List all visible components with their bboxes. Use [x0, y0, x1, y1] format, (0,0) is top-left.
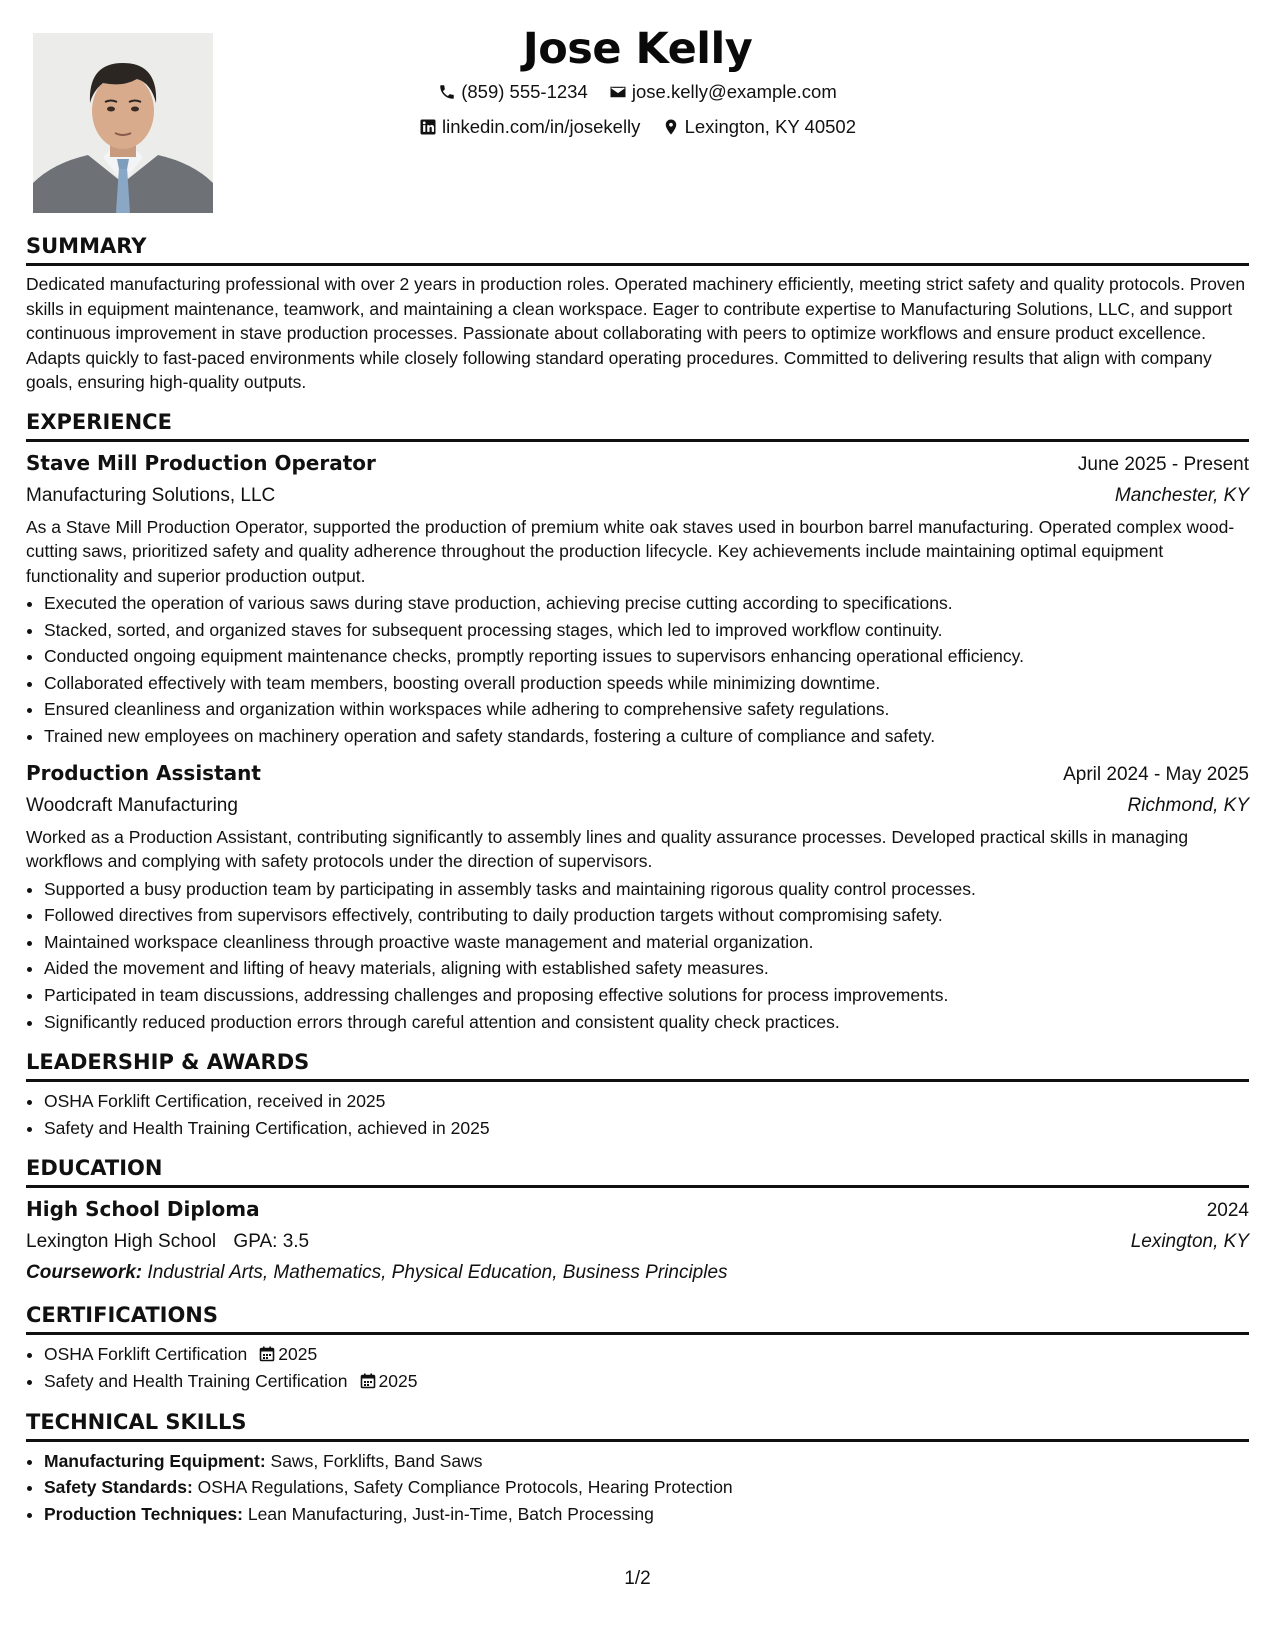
- list-item: • Executed the operation of various saws during stave production, achieving precise cutting according to specifications.: [44, 590, 1249, 617]
- header-info: [26, 22, 1249, 146]
- education-section: [26, 1154, 1249, 1288]
- phone-icon: [438, 83, 456, 101]
- certification-item: [44, 1341, 1249, 1368]
- experience-section: [26, 408, 1249, 1036]
- job-entry: [26, 758, 1249, 1036]
- certification-year: 2025: [278, 1344, 318, 1365]
- summary-text: Dedicated manufacturing professional with over 2 years in production roles. Operated machinery efficiently, meeting strict safety and quality protocols. Proven skills in equipment maintenance, teamwork, and maintaining a clean workspace. Eager to contribute expertise to Manufacturing Solutions, LLC, and support continuous improvement in stave production processes. Passionate about collaborating with peers to optimize workflows and ensure product excellence. Adapts quickly to fast-paced environments while closely following standard operating procedures. Committed to delivering results that align with company goals, ensuring high-quality outputs.: [26, 274, 1246, 392]
- calendar-icon: [259, 1346, 275, 1362]
- leadership-heading: LEADERSHIP & AWARDS: [26, 1048, 1249, 1082]
- certification-name: OSHA Forklift Certification: [44, 1344, 248, 1365]
- job-bullets: [26, 876, 1249, 1036]
- certification-item: [44, 1368, 1249, 1395]
- linkedin-text: linkedin.com/in/josekelly: [441, 116, 641, 137]
- location-contact: [662, 111, 856, 143]
- linkedin-contact[interactable]: [419, 111, 640, 143]
- list-item: • Participated in team discussions, addressing challenges and proposing effective solutions for process improvements.: [44, 982, 1249, 1009]
- job-location: Richmond, KY: [1127, 794, 1249, 816]
- list-item: • Ensured cleanliness and organization within workspaces while adhering to comprehensive safety regulations.: [44, 696, 1249, 723]
- skills-list: [26, 1448, 1249, 1528]
- list-item: • OSHA Forklift Certification, received in 2025: [44, 1088, 1249, 1115]
- summary-section: [26, 232, 1249, 395]
- page-number: 1/2: [624, 1568, 651, 1589]
- list-item: • Conducted ongoing equipment maintenance checks, promptly reporting issues to supervisors enhancing operational efficiency.: [44, 643, 1249, 670]
- certifications-section: [26, 1301, 1249, 1394]
- list-item: • Supported a busy production team by participating in assembly tasks and maintaining rigorous quality control processes.: [44, 876, 1249, 903]
- skill-label: Safety Standards:: [44, 1477, 193, 1498]
- list-item: • Trained new employees on machinery operation and safety standards, fostering a culture of compliance and safety.: [44, 723, 1249, 750]
- phone-contact[interactable]: [438, 76, 588, 108]
- certification-name: Safety and Health Training Certification: [44, 1370, 348, 1391]
- skill-item: [44, 1474, 1249, 1501]
- map-pin-icon: [662, 118, 680, 136]
- contact-row-2: [26, 111, 1249, 146]
- list-item: • Safety and Health Training Certification, achieved in 2025: [44, 1115, 1249, 1142]
- skills-section: [26, 1408, 1249, 1528]
- certification-year: 2025: [378, 1370, 418, 1391]
- coursework: [26, 1257, 1249, 1288]
- phone-text: (859) 555-1234: [461, 81, 588, 102]
- school-name: Lexington High School: [26, 1231, 217, 1253]
- gpa: GPA: 3.5: [233, 1231, 310, 1253]
- job-company: Woodcraft Manufacturing: [26, 794, 238, 816]
- job-description: As a Stave Mill Production Operator, supported the production of premium white oak staves used in bourbon barrel manufacturing. Operated complex wood-cutting saws, prioritized safety and quality adherence throughout the production lifecycle. Key achievements include maintaining optimal equipment functionality and superior production output.: [26, 516, 1235, 586]
- certifications-list: [26, 1341, 1249, 1394]
- email-text: jose.kelly@example.com: [631, 81, 837, 102]
- job-date: June 2025 - Present: [1077, 453, 1249, 475]
- job-date: April 2024 - May 2025: [1063, 763, 1249, 785]
- skill-item: [44, 1501, 1249, 1528]
- job-company: Manufacturing Solutions, LLC: [26, 484, 276, 506]
- email-contact[interactable]: [609, 76, 837, 108]
- candidate-name: Jose Kelly: [522, 24, 753, 74]
- list-item: • Aided the movement and lifting of heavy materials, aligning with established safety measures.: [44, 955, 1249, 982]
- education-year: 2024: [1206, 1200, 1249, 1222]
- coursework-label: Coursework:: [26, 1262, 143, 1284]
- experience-heading: EXPERIENCE: [26, 408, 1249, 442]
- skill-label: Production Techniques:: [44, 1503, 243, 1524]
- job-entry: [26, 448, 1249, 750]
- job-title: Stave Mill Production Operator: [26, 450, 376, 475]
- skill-value: OSHA Regulations, Safety Compliance Protocols, Hearing Protection: [197, 1477, 733, 1498]
- education-location: Lexington, KY: [1130, 1231, 1249, 1253]
- job-bullets: [26, 590, 1249, 750]
- list-item: • Collaborated effectively with team members, boosting overall production speeds while minimizing downtime.: [44, 670, 1249, 697]
- job-location: Manchester, KY: [1114, 484, 1249, 506]
- calendar-icon: [360, 1373, 376, 1389]
- location-text: Lexington, KY 40502: [684, 116, 857, 137]
- summary-heading: SUMMARY: [26, 232, 1249, 266]
- leadership-section: [26, 1048, 1249, 1141]
- degree: High School Diploma: [26, 1197, 260, 1222]
- envelope-icon: [609, 83, 627, 101]
- job-description: Worked as a Production Assistant, contributing significantly to assembly lines and quality assurance processes. Developed practical skills in managing workflows and complying with safety protocols under the direction of supervisors.: [26, 826, 1189, 872]
- certifications-heading: CERTIFICATIONS: [26, 1301, 1249, 1335]
- list-item: • Significantly reduced production errors through careful attention and consistent quality check practices.: [44, 1009, 1249, 1036]
- skills-heading: TECHNICAL SKILLS: [26, 1408, 1249, 1442]
- skill-item: [44, 1448, 1249, 1475]
- resume-header: [26, 0, 1249, 232]
- list-item: • Followed directives from supervisors effectively, contributing to daily production targets without compromising safety.: [44, 902, 1249, 929]
- skill-value: Saws, Forklifts, Band Saws: [270, 1450, 483, 1471]
- school-and-gpa: [26, 1226, 309, 1257]
- linkedin-icon: [419, 118, 437, 136]
- education-heading: EDUCATION: [26, 1154, 1249, 1188]
- skill-label: Manufacturing Equipment:: [44, 1450, 266, 1471]
- coursework-list: Industrial Arts, Mathematics, Physical Education, Business Principles: [147, 1262, 728, 1284]
- skill-value: Lean Manufacturing, Just-in-Time, Batch Processing: [247, 1503, 654, 1524]
- job-title: Production Assistant: [26, 760, 261, 785]
- contact-row-1: [26, 76, 1249, 111]
- list-item: • Stacked, sorted, and organized staves for subsequent processing stages, which led to improved workflow continuity.: [44, 617, 1249, 644]
- list-item: • Maintained workspace cleanliness through proactive waste management and material organization.: [44, 929, 1249, 956]
- leadership-list: [26, 1088, 1249, 1141]
